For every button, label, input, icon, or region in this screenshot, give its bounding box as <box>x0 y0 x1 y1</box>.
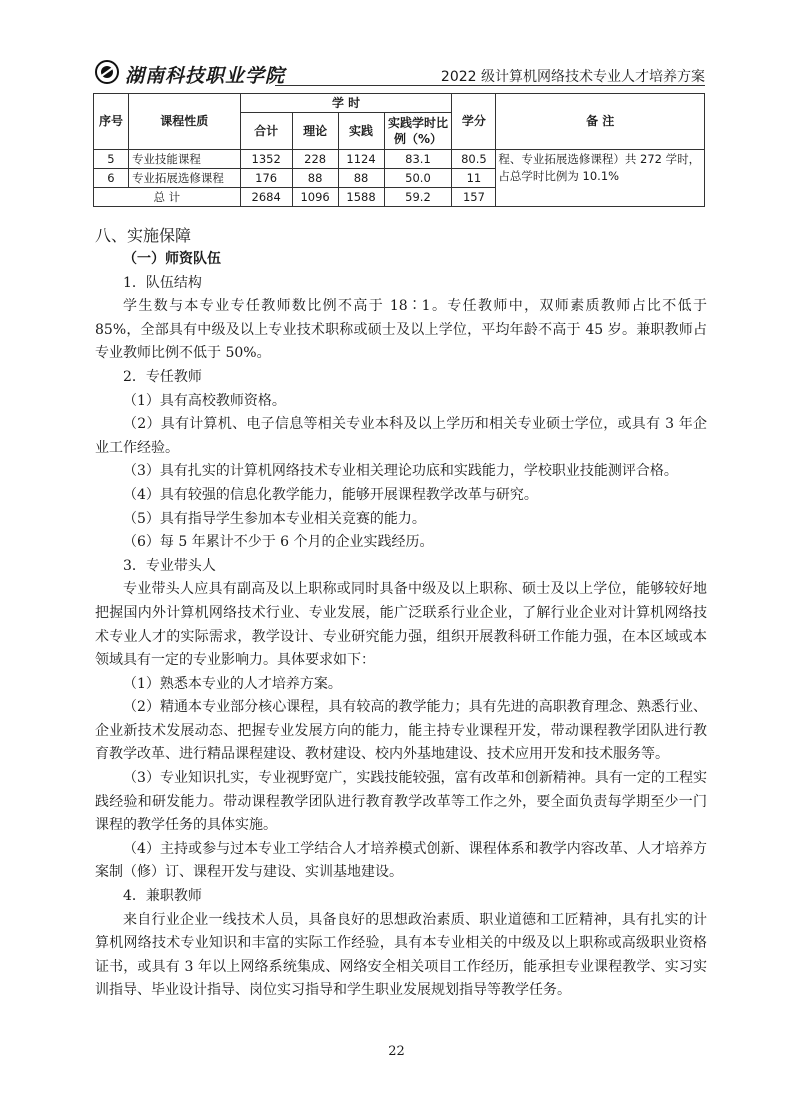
list-item: （2）精通本专业部分核心课程，具有较高的教学能力；具有先进的高职教育理念、熟悉行业、企业新技术发展动态、把握专业发展方向的能力，能主持专业课程开发，带动课程教学团队进行教育教学改革、进行精品课程建设、教材建设、校内外基地建设、技术应用开发和技术服务等。 <box>95 699 707 763</box>
cell-theory: 228 <box>292 150 338 169</box>
main-content <box>95 224 707 1003</box>
list-item: （1）熟悉本专业的人才培养方案。 <box>123 675 342 692</box>
paragraph-program-leader: 专业带头人应具有副高及以上职称或同时具备中级及以上职称、硕士及以上学位，能够较好地把握国内外计算机网络技术行业、专业发展，能广泛联系行业企业，了解行业企业对计算机网络技术专业人才的实际需求，教学设计、专业研究能力强，组织开展教科研工作能力强，在本区域或本领域具有一定的专业影响力。具体要求如下： <box>95 581 707 669</box>
cell-credits: 157 <box>452 188 496 207</box>
cell-ratio: 83.1 <box>384 150 452 169</box>
school-seal-icon <box>95 60 119 84</box>
cell-practice: 1124 <box>338 150 384 169</box>
header-practice: 实践 <box>338 113 384 150</box>
header-ratio: 实践学时比例（%） <box>384 113 452 150</box>
header-remark: 备 注 <box>496 94 705 150</box>
header-nature: 课程性质 <box>128 94 240 150</box>
course-hours-table <box>93 93 705 207</box>
page-number: 22 <box>388 1044 405 1059</box>
heading-team-structure: 1．队伍结构 <box>123 274 202 291</box>
cell-theory: 1096 <box>292 188 338 207</box>
cell-credits: 11 <box>452 169 496 188</box>
cell-total-label: 总 计 <box>94 188 241 207</box>
table-row <box>94 150 705 169</box>
section-title: 八、实施保障 <box>95 226 192 245</box>
header-divider <box>275 85 705 86</box>
cell-nature: 专业拓展选修课程 <box>128 169 240 188</box>
cell-seq: 6 <box>94 169 129 188</box>
cell-ratio: 59.2 <box>384 188 452 207</box>
subsection-title: （一）师资队伍 <box>123 251 221 267</box>
document-title: 2022 级计算机网络技术专业人才培养方案 <box>440 69 705 85</box>
table-header-row <box>94 94 705 113</box>
heading-parttime-teachers: 4．兼职教师 <box>123 888 202 905</box>
list-item: （4）具有较强的信息化教学能力，能够开展课程教学改革与研究。 <box>123 486 538 503</box>
school-name: 湖南科技职业学院 <box>125 65 286 87</box>
cell-remark: 程、专业拓展选修课程）共 272 学时，占总学时比例为 10.1% <box>496 150 705 207</box>
cell-total: 1352 <box>240 150 292 169</box>
cell-ratio: 50.0 <box>384 169 452 188</box>
list-item: （5）具有指导学生参加本专业相关竞赛的能力。 <box>123 510 426 527</box>
paragraph-parttime-teachers: 来自行业企业一线技术人员，具备良好的思想政治素质、职业道德和工匠精神，具有扎实的计算机网络技术专业知识和丰富的实际工作经验，具有本专业相关的中级及以上职称或高级职业资格证书，或具有 3 年以上网络系统集成、网络安全相关项目工作经历，能承担专业课程教学、实习实训指导、毕业设计指导、岗位实习指导和学生职业发展规划指导等教学任务。 <box>95 911 707 999</box>
cell-total: 176 <box>240 169 292 188</box>
cell-seq: 5 <box>94 150 129 169</box>
header-theory: 理论 <box>292 113 338 150</box>
header-hours: 学 时 <box>240 94 452 113</box>
header-seq: 序号 <box>94 94 129 150</box>
paragraph-team-structure: 学生数与本专业专任教师数比例不高于 18∶1。专任教师中，双师素质教师占比不低于 85%，全部具有中级及以上专业技术职称或硕士及以上学位，平均年龄不高于 45 岁。兼职教师占专业教师比例不低于 50%。 <box>95 298 707 362</box>
cell-total: 2684 <box>240 188 292 207</box>
list-item: （3）专业知识扎实，专业视野宽广，实践技能较强，富有改革和创新精神。具有一定的工程实践经验和研发能力。带动课程教学团队进行教育教学改革等工作之外，要全面负责每学期至少一门课程的教学任务的具体实施。 <box>95 770 707 834</box>
header-credits: 学分 <box>452 94 496 150</box>
list-item: （6）每 5 年累计不少于 6 个月的企业实践经历。 <box>123 534 434 551</box>
list-item: （3）具有扎实的计算机网络技术专业相关理论功底和实践能力，学校职业技能测评合格。 <box>123 463 678 480</box>
cell-credits: 80.5 <box>452 150 496 169</box>
cell-practice: 88 <box>338 169 384 188</box>
list-item: （4）主持或参与过本专业工学结合人才培养模式创新、课程体系和教学内容改革、人才培养方案制（修）订、课程开发与建设、实训基地建设。 <box>95 840 707 881</box>
page-header <box>95 58 705 88</box>
heading-fulltime-teachers: 2．专任教师 <box>123 368 202 385</box>
list-item: （2）具有计算机、电子信息等相关专业本科及以上学历和相关专业硕士学位，或具有 3 年企业工作经验。 <box>95 416 707 456</box>
cell-theory: 88 <box>292 169 338 188</box>
cell-practice: 1588 <box>338 188 384 207</box>
heading-program-leader: 3．专业带头人 <box>123 557 216 574</box>
cell-nature: 专业技能课程 <box>128 150 240 169</box>
list-item: （1）具有高校教师资格。 <box>123 392 286 409</box>
header-total: 合计 <box>240 113 292 150</box>
